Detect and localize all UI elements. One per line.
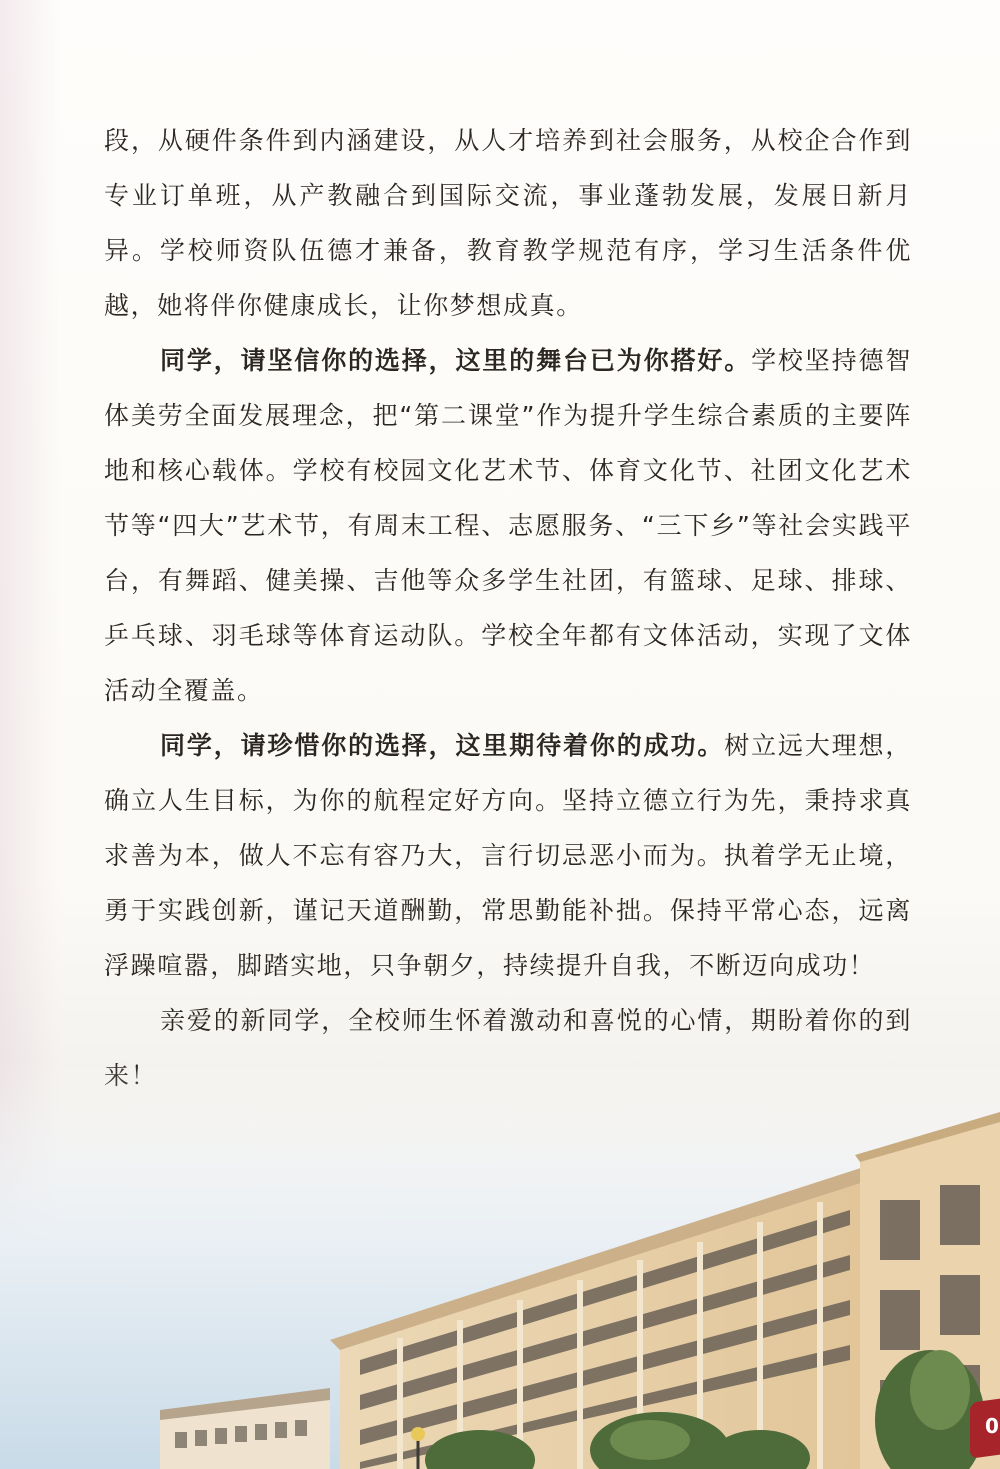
paragraph-3-text: 树立远大理想，确立人生目标，为你的航程定好方向。坚持立德立行为先，秉持求真求善为本，做人不忘有容乃大，言行切忌恶小而为。执着学无止境，勇于实践创新，谨记天道酬勤，常思勤能补拙。保持平常心态，远离浮躁喧嚣，脚踏实地，只争朝夕，持续提升自我，不断迈向成功！ bbox=[104, 731, 913, 980]
paragraph-2-lead: 同学，请坚信你的选择，这里的舞台已为你搭好。 bbox=[160, 346, 752, 375]
paragraph-3 bbox=[104, 718, 912, 993]
paragraph-2-text: 学校坚持德智体美劳全面发展理念，把“第二课堂”作为提升学生综合素质的主要阵地和核心载体。学校有校园文化艺术节、体育文化节、社团文化艺术节等“四大”艺术节，有周末工程、志愿服务、“三下乡”等社会实践平台，有舞蹈、健美操、吉他等众多学生社团，有篮球、足球、排球、乒乓球、羽毛球等体育运动队。学校全年都有文体活动，实现了文体活动全覆盖。 bbox=[104, 346, 912, 705]
page-number: 0 bbox=[985, 1414, 999, 1438]
paragraph-1 bbox=[104, 113, 912, 333]
paragraph-3-lead: 同学，请珍惜你的选择，这里期待着你的成功。 bbox=[160, 731, 725, 760]
letter-body bbox=[104, 113, 912, 1103]
paragraph-1-text: 段，从硬件条件到内涵建设，从人才培养到社会服务，从校企合作到专业订单班，从产教融合到国际交流，事业蓬勃发展，发展日新月异。学校师资队伍德才兼备，教育教学规范有序，学习生活条件优越，她将伴你健康成长，让你梦想成真。 bbox=[104, 126, 912, 320]
paragraph-4-text: 亲爱的新同学，全校师生怀着激动和喜悦的心情，期盼着你的到 bbox=[160, 1006, 912, 1035]
paragraph-2 bbox=[104, 333, 912, 718]
campus-building-photo bbox=[0, 1060, 1000, 1469]
